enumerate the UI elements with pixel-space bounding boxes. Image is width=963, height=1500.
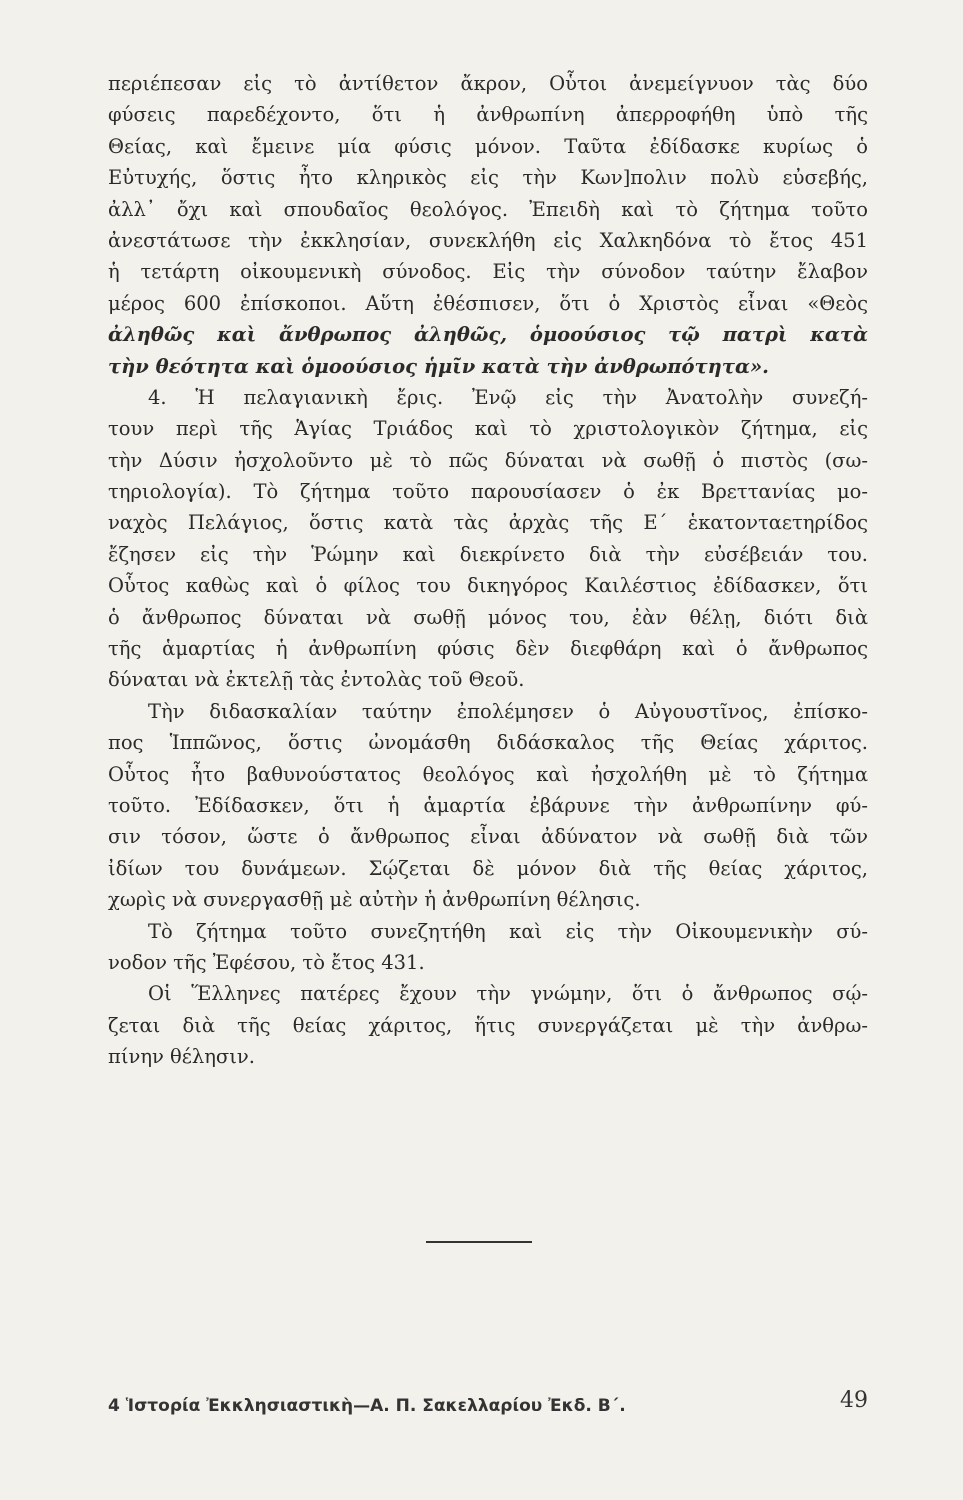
text-line: Οὗτος καθὼς καὶ ὁ φίλος του δικηγόρος Καιλέστιος ἐδίδασκεν, ὅτι (108, 574, 868, 598)
text-line: ἀνεστάτωσε τὴν ἐκκλησίαν, συνεκλήθη εἰς Χαλκηδόνα τὸ ἔτος 451 (108, 228, 868, 252)
text-line: ναχὸς Πελάγιος, ὅστις κατὰ τὰς ἀρχὰς τῆς Ε´ ἑκατονταετηρίδος (108, 511, 868, 535)
text-line: τουν περὶ τῆς Ἁγίας Τριάδος καὶ τὸ χριστολογικὸν ζήτημα, εἰς (108, 417, 868, 441)
text-line: ὁ ἄνθρωπος δύναται νὰ σωθῇ μόνος του, ἐὰν θέλῃ, διότι διὰ (108, 605, 868, 629)
section-heading-line: 4. Ἡ πελαγιανικὴ ἔρις. Ἐνῷ εἰς τὴν Ἀνατολὴν συνεζή- (148, 385, 868, 409)
definition-emphasis: ἀληθῶς καὶ ἄνθρωπος ἀληθῶς, ὁμοούσιος τῷ πατρὶ κατὰ (108, 323, 868, 347)
text-line: Οὗτος ἦτο βαθυνούστατος θεολόγος καὶ ἠσχολήθη μὲ τὸ ζήτημα (108, 762, 868, 786)
text-line: ἔζησεν εἰς τὴν Ῥώμην καὶ διεκρίνετο διὰ τὴν εὐσέβειάν του. (108, 542, 868, 566)
printer-signature: 4 Ἱστορία Ἐκκλησιαστικὴ—Α. Π. Σακελλαρίου Ἐκδ. Β´. (108, 1396, 626, 1416)
text-line: τὴν Δύσιν ἠσχολοῦντο μὲ τὸ πῶς δύναται νὰ σωθῇ ὁ πιστὸς (σω- (108, 448, 868, 472)
text-line-emphasis (108, 351, 868, 382)
text-line: σιν τόσον, ὥστε ὁ ἄνθρωπος εἶναι ἀδύνατον νὰ σωθῇ διὰ τῶν (108, 825, 868, 849)
text-line: τηριολογία). Τὸ ζήτημα τοῦτο παρουσίασεν ὁ ἐκ Βρεττανίας μο- (108, 480, 868, 504)
text-line: τοῦτο. Ἐδίδασκεν, ὅτι ἡ ἁμαρτία ἐβάρυνε τὴν ἀνθρωπίνην φύ- (108, 793, 868, 817)
text-line: Θείας, καὶ ἔμεινε μία φύσις μόνον. Ταῦτα ἐδίδασκε κυρίως ὁ (108, 134, 868, 158)
text-line: Τὸ ζήτημα τοῦτο συνεζητήθη καὶ εἰς τὴν Οἰκουμενικὴν σύ- (148, 919, 868, 943)
end-rule-divider (426, 1241, 532, 1243)
body-text (108, 68, 868, 1073)
text-line: ἡ τετάρτη οἰκουμενικὴ σύνοδος. Εἰς τὴν σύνοδον ταύτην ἔλαβον (108, 260, 868, 284)
text-line: φύσεις παρεδέχοντο, ὅτι ἡ ἀνθρωπίνη ἀπερροφήθη ὑπὸ τῆς (108, 103, 868, 127)
text-line: ζεται διὰ τῆς θείας χάριτος, ἥτις συνεργάζεται μὲ τὴν ἀνθρω- (108, 1013, 868, 1037)
text-line: δύναται νὰ ἐκτελῇ τὰς ἐντολὰς τοῦ Θεοῦ. (108, 668, 525, 692)
definition-emphasis: τὴν θεότητα καὶ ὁμοούσιος ἡμῖν κατὰ τὴν ἀνθρωπότητα». (108, 354, 769, 378)
text-line: Εὐτυχής, ὅστις ἦτο κληρικὸς εἰς τὴν Κων]πολιν πολὺ εὐσεβής, (108, 166, 868, 190)
page-number: 49 (840, 1388, 868, 1413)
text-line: πος Ἱππῶνος, ὅστις ὠνομάσθη διδάσκαλος τῆς Θείας χάριτος. (108, 731, 868, 755)
text-line: περιέπεσαν εἰς τὸ ἀντίθετον ἄκρον, Οὗτοι ἀνεμείγνυον τὰς δύο (108, 72, 868, 95)
text-line: μέρος 600 ἐπίσκοποι. Αὕτη ἐθέσπισεν, ὅτι ὁ Χριστὸς εἶναι «Θεὸς (108, 291, 868, 315)
text-line: ἰδίων του δυνάμεων. Σῴζεται δὲ μόνον διὰ τῆς θείας χάριτος, (108, 856, 868, 880)
text-line: τῆς ἁμαρτίας ἡ ἀνθρωπίνη φύσις δὲν διεφθάρη καὶ ὁ ἄνθρωπος (108, 637, 868, 661)
text-line-emphasis (108, 319, 868, 350)
text-line: χωρὶς νὰ συνεργασθῇ μὲ αὐτὴν ἡ ἀνθρωπίνη θέλησις. (108, 888, 641, 912)
text-line: ἀλλ᾽ ὄχι καὶ σπουδαῖος θεολόγος. Ἐπειδὴ καὶ τὸ ζήτημα τοῦτο (108, 197, 868, 221)
text-line: πίνην θέλησιν. (108, 1045, 255, 1069)
text-line: νοδον τῆς Ἐφέσου, τὸ ἔτος 431. (108, 950, 425, 974)
text-line: Τὴν διδασκαλίαν ταύτην ἐπολέμησεν ὁ Αὐγουστῖνος, ἐπίσκο- (148, 699, 868, 723)
text-line: Οἱ Ἕλληνες πατέρες ἔχουν τὴν γνώμην, ὅτι ὁ ἄνθρωπος σῴ- (148, 982, 868, 1006)
